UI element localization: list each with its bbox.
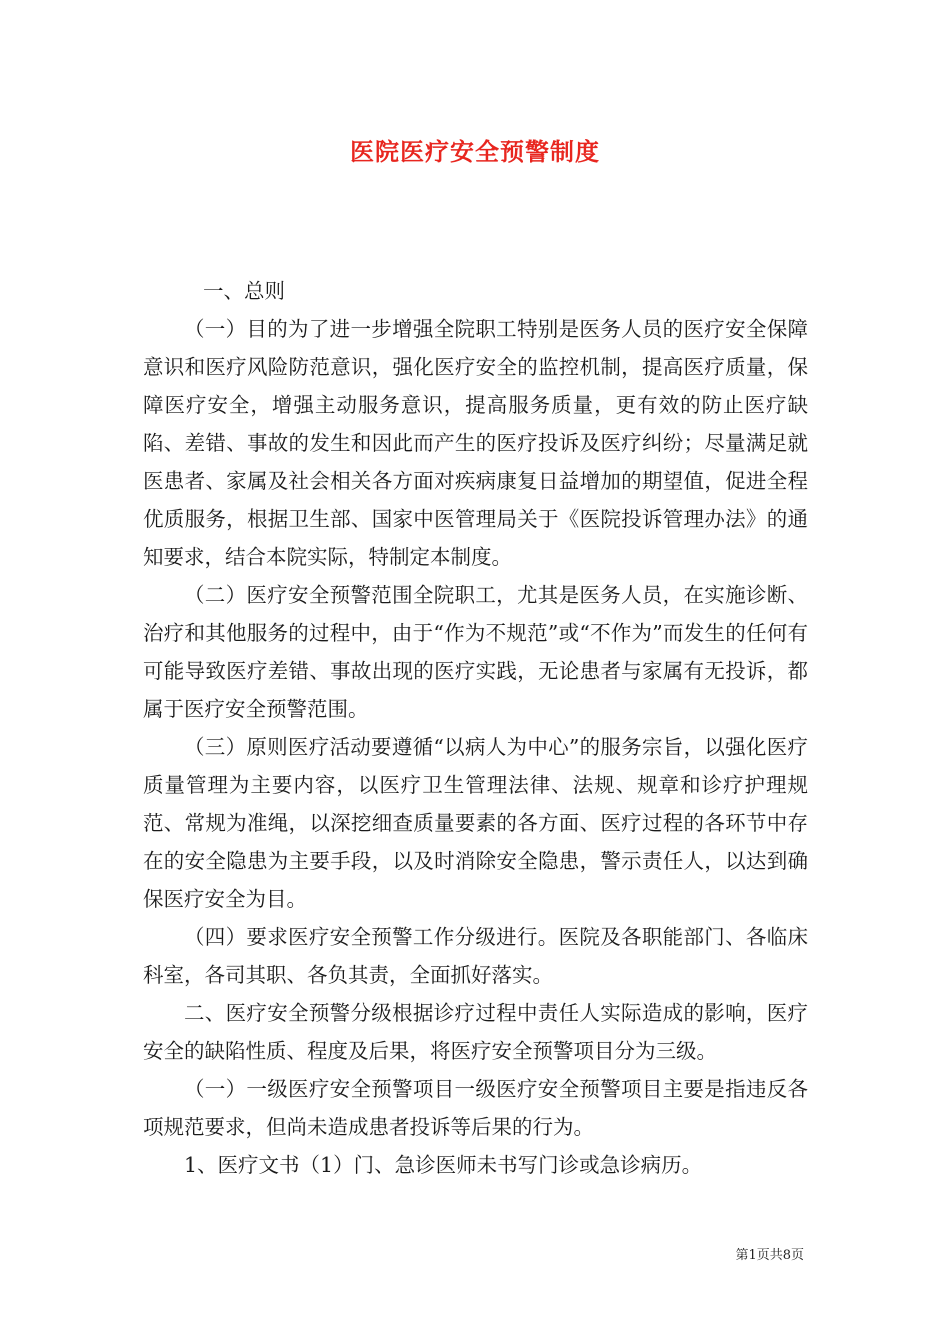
paragraph-principle: （三）原则医疗活动要遵循“以病人为中心”的服务宗旨，以强化医疗质量管理为主要内容，以医疗卫生管理法律、法规、规章和诊疗护理规范、常规为准绳，以深挖细查质量要素的各方面、医疗过程的各环节中存在的安全隐患为主要手段，以及时消除安全隐患，警示责任人，以达到确保医疗安全为目。 — [143, 735, 808, 911]
page-number: 第1页共8页 — [735, 1248, 804, 1263]
paragraph-purpose: （一）目的为了进一步增强全院职工特别是医务人员的医疗安全保障意识和医疗风险防范意识，强化医疗安全的监控机制，提高医疗质量，保障医疗安全，增强主动服务意识，提高服务质量，更有效的防止医疗缺陷、差错、事故的发生和因此而产生的医疗投诉及医疗纠纷；尽量满足就医患者、家属及社会相关各方面对疾病康复日益增加的期望值，促进全程优质服务，根据卫生部、国家中医管理局关于《医院投诉管理办法》的通知要求，结合本院实际，特制定本制度。 — [143, 317, 808, 569]
document-body — [143, 272, 808, 1184]
document-title: 医院医疗安全预警制度 — [350, 137, 600, 166]
section-heading-general: 一、总则 — [203, 279, 285, 303]
paragraph-level-one: （一）一级医疗安全预警项目一级医疗安全预警项目主要是指违反各项规范要求，但尚未造成患者投诉等后果的行为。 — [143, 1077, 808, 1139]
paragraph-medical-records: 1、医疗文书（1）门、急诊医师未书写门诊或急诊病历。 — [184, 1153, 703, 1177]
paragraph-scope: （二）医疗安全预警范围全院职工，尤其是医务人员，在实施诊断、治疗和其他服务的过程中，由于“作为不规范”或“不作为”而发生的任何有可能导致医疗差错、事故出现的医疗实践，无论患者与家属有无投诉，都属于医疗安全预警范围。 — [143, 583, 808, 721]
paragraph-requirement: （四）要求医疗安全预警工作分级进行。医院及各职能部门、各临床科室，各司其职、各负其责，全面抓好落实。 — [143, 925, 808, 987]
paragraph-grading: 二、医疗安全预警分级根据诊疗过程中责任人实际造成的影响，医疗安全的缺陷性质、程度及后果，将医疗安全预警项目分为三级。 — [143, 1001, 808, 1063]
